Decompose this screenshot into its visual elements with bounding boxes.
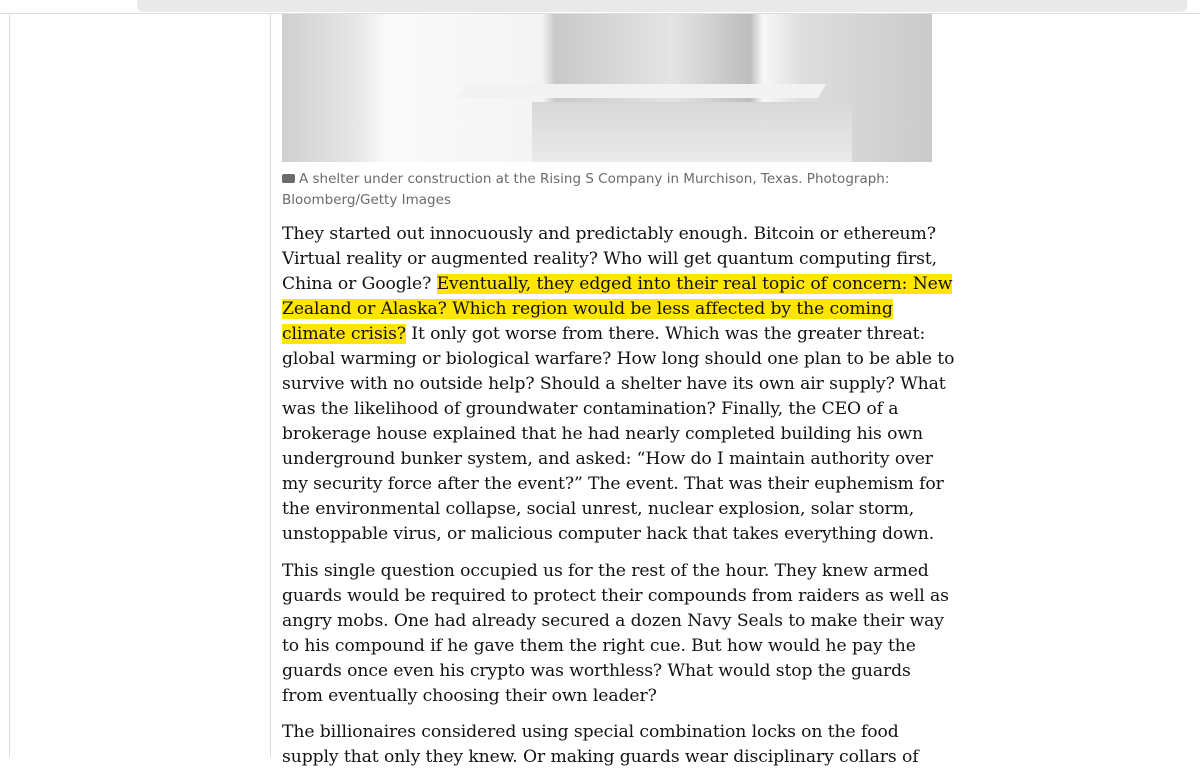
highlighted-text: climate crisis? [282, 324, 406, 344]
text-line: global warming or biological warfare? How long should one plan to be able to [282, 349, 955, 369]
text-line: They started out innocuously and predictably enough. Bitcoin or ethereum? [282, 224, 936, 244]
text-line: survive with no outside help? Should a shelter have its own air supply? What [282, 374, 946, 394]
photo-caption [282, 169, 922, 211]
article-photo [282, 14, 932, 162]
text-line: brokerage house explained that he had nearly completed building his own [282, 424, 923, 444]
text-line: underground bunker system, and asked: “How do I maintain authority over [282, 449, 933, 469]
text-line: supply that only they knew. Or making guards wear disciplinary collars of [282, 747, 919, 767]
text-line: was the likelihood of groundwater contamination? Finally, the CEO of a [282, 399, 899, 419]
caption-text: A shelter under construction at the Rising S Company in Murchison, Texas. Photograph: [299, 171, 890, 187]
text-line: guards once even his crypto was worthless? What would stop the guards [282, 661, 911, 681]
text-line [282, 322, 942, 347]
text-line: The billionaires considered using special combination locks on the food [282, 722, 899, 742]
text-line: my security force after the event?” The event. That was their euphemism for [282, 474, 944, 494]
paragraph-2 [282, 559, 949, 709]
text-line: from eventually choosing their own leader? [282, 686, 657, 706]
text-segment: China or Google? [282, 274, 437, 294]
text-line: unstoppable virus, or malicious computer hack that takes everything down. [282, 524, 935, 544]
column-divider [270, 14, 271, 757]
divider [9, 14, 10, 757]
text-segment: It only got worse from there. Which was the greater threat: [405, 324, 926, 344]
text-line [282, 272, 953, 297]
text-line: angry mobs. One had already secured a dozen Navy Seals to make their way [282, 611, 944, 631]
camera-icon [282, 174, 295, 183]
text-line: to his compound if he gave them the right cue. But how would he pay the [282, 636, 916, 656]
highlighted-text: Zealand or Alaska? Which region would be less affected by the coming [282, 299, 893, 319]
text-line: guards would be required to protect their compounds from raiders as well as [282, 586, 949, 606]
text-line: Virtual reality or augmented reality? Who will get quantum computing first, [282, 249, 937, 269]
text-line [282, 297, 942, 322]
caption-credit: Bloomberg/Getty Images [282, 192, 451, 208]
highlighted-text: Eventually, they edged into their real topic of concern: New [436, 274, 953, 294]
browser-address-bar[interactable] [137, 0, 1187, 12]
paragraph-3 [282, 720, 942, 770]
paragraph-1 [282, 222, 955, 547]
text-line: This single question occupied us for the rest of the hour. They knew armed [282, 561, 929, 581]
text-line: the environmental collapse, social unrest, nuclear explosion, solar storm, [282, 499, 915, 519]
